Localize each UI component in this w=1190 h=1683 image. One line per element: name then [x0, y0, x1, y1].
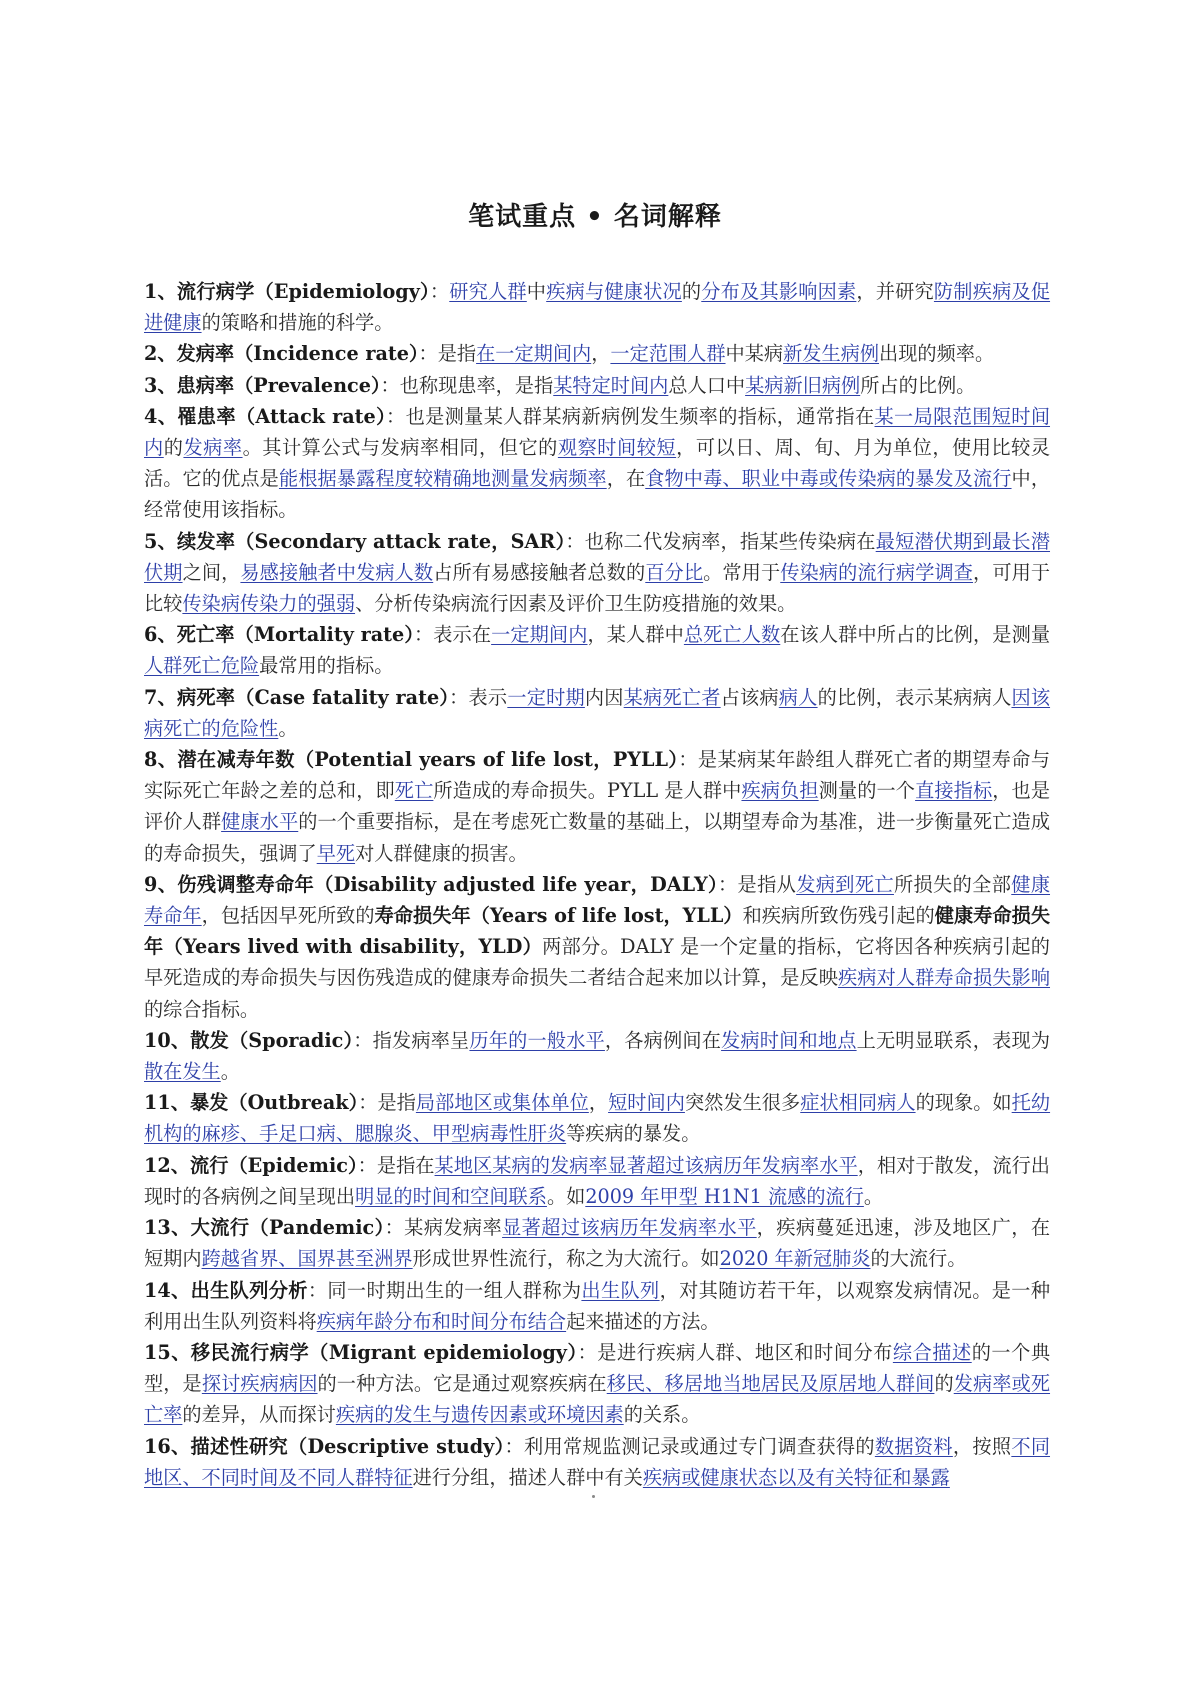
definition-text: ，可用于比较 [144, 560, 1051, 616]
definition-text: ，也是评价人群 [144, 779, 1051, 834]
highlighted-phrase: 食物中毒、职业中毒或传染病的暴发及流行 [645, 467, 1012, 491]
highlighted-phrase: 最短潜伏期到最长潜伏期 [144, 529, 1051, 584]
definition-text: 中，经常使用该指标。 [144, 467, 1051, 522]
highlighted-phrase: 症状相同病人 [800, 1091, 916, 1115]
highlighted-phrase: 在一定期间内 [476, 342, 592, 366]
definition-term: 12、流行（Epidemic） [144, 1153, 358, 1177]
definition-text: ：也称现患率，是指 [380, 373, 554, 397]
definition-text: 中 [526, 280, 547, 303]
highlighted-phrase: 明显的时间和空间联系 [355, 1184, 547, 1208]
definition-term: 13、大流行（Pandemic） [144, 1216, 385, 1240]
definition-text: 内因 [584, 685, 624, 709]
highlighted-phrase: 某地区某病的发病率显著超过该病历年发病率水平 [434, 1153, 858, 1177]
highlighted-phrase: 历年的一般水平 [469, 1028, 605, 1052]
definition-text: 占所有易感接触者总数的 [433, 560, 646, 584]
definition-text: ，可以日、周、旬、月为单位，使用比较灵活。它的优点是 [144, 436, 1051, 491]
highlighted-phrase: 直接指标 [915, 779, 993, 803]
definition-text: 在该人群中所占的比例，是测量 [780, 623, 1051, 647]
highlighted-phrase: 发病到死亡 [796, 872, 894, 896]
highlighted-phrase: 健康水平 [221, 810, 299, 834]
highlighted-phrase: 传染病传染力的强弱 [182, 592, 356, 616]
definition-text: 。如 [546, 1184, 586, 1208]
definition-entry [144, 1337, 1050, 1431]
definition-text: ：是指 [418, 342, 477, 366]
highlighted-phrase: 人群死亡危险 [144, 654, 260, 678]
definition-term: 4、罹患率（Attack rate） [144, 404, 387, 428]
highlighted-phrase: 出生队列 [581, 1278, 660, 1302]
definition-term: 2、发病率（Incidence rate） [144, 342, 419, 366]
definition-text: 所造成的寿命损失。PYLL 是人群中 [433, 779, 742, 803]
highlighted-phrase: 疾病负担 [741, 779, 819, 803]
highlighted-phrase: 疾病的发生与遗传因素或环境因素 [335, 1403, 624, 1427]
definition-text: 突然发生很多 [684, 1091, 801, 1115]
definition-text: ：是指 [358, 1091, 416, 1115]
definition-entry [144, 744, 1050, 869]
highlighted-phrase: 发病时间和地点 [721, 1028, 857, 1052]
definition-text: ：也称二代发病率，指某些传染病在 [565, 529, 876, 553]
highlighted-phrase: 病人 [778, 685, 818, 709]
definition-text: 出现的频率。 [879, 342, 995, 366]
definition-entry [144, 1275, 1050, 1337]
bold-phrase: 健康寿命损失年（Years lived with disability，YLD） [144, 904, 1051, 959]
definition-text: 和疾病所致伤残引起的 [742, 904, 935, 928]
definition-text: 之间， [182, 560, 241, 584]
definition-text: 的比例，表示某病病人 [817, 685, 1012, 709]
definition-term: 8、潜在减寿年数（Potential years of life lost，PYLL） [144, 748, 679, 772]
highlighted-phrase: 早死 [316, 841, 356, 865]
definition-text: ：也是测量某人群某病新病例发生频率的指标，通常指在 [386, 404, 875, 428]
highlighted-phrase: 综合描述 [892, 1340, 972, 1364]
highlighted-phrase: 短时间内 [608, 1091, 685, 1115]
definition-entry [144, 370, 1050, 401]
highlighted-phrase: 疾病或健康状态以及有关特征和暴露 [642, 1465, 950, 1489]
definition-text: 两部分。DALY 是一个定量的指标，它将因各种疾病引起的早死造成的寿命损失与因伤残造成的健康寿命损失二者结合起来加以计算，是反映 [144, 935, 1050, 990]
definition-entry [144, 682, 1050, 744]
definition-text: 的现象。如 [915, 1091, 1012, 1115]
definition-text: 形成世界性流行，称之为大流行。如 [412, 1247, 720, 1271]
highlighted-phrase: 防制疾病及促进健康 [144, 280, 1051, 335]
highlighted-phrase: 易感接触者中发病人数 [240, 560, 434, 584]
definition-text: ：同一时期出生的一组人群称为 [307, 1278, 582, 1302]
highlighted-phrase: 因该病死亡的危险性 [144, 685, 1051, 740]
definition-entry [144, 1087, 1050, 1149]
definition-term: 7、病死率（Case fatality rate） [144, 685, 450, 709]
highlighted-phrase: 一定范围人群 [610, 342, 726, 366]
definition-text: ，在 [606, 467, 646, 491]
highlighted-phrase: 某一局限范围短时间内 [144, 404, 1051, 460]
definition-text: 。 [863, 1184, 884, 1208]
definition-text: 的大流行。 [870, 1247, 967, 1271]
definition-entry [144, 338, 1050, 369]
definition-text: ，相对于散发，流行出现时的各病例之间呈现出 [144, 1153, 1050, 1208]
definition-entry [144, 1025, 1050, 1087]
page-title: 笔试重点 • 名词解释 [468, 202, 722, 232]
definition-entry [144, 526, 1050, 620]
highlighted-phrase: 发病率或死亡率 [144, 1372, 1051, 1427]
definition-text: ，包括因早死所致的 [201, 904, 375, 928]
definition-text: 。 [278, 716, 298, 740]
definition-text: 的一种方法。它是通过观察疾病在 [317, 1372, 607, 1396]
definition-text: ：是指在 [357, 1153, 435, 1177]
highlighted-phrase: 死亡 [394, 779, 434, 803]
highlighted-phrase: 某特定时间内 [553, 373, 669, 397]
definition-text: ：是指从 [717, 872, 797, 896]
definition-text: 所损失的全部 [893, 872, 1012, 896]
highlighted-phrase: 某病死亡者 [623, 685, 721, 709]
definition-entry [144, 401, 1050, 526]
definition-term: 15、移民流行病学（Migrant epidemiology） [144, 1340, 578, 1364]
highlighted-phrase: 健康寿命年 [144, 872, 1051, 928]
definition-text: 起来描述的方法。 [566, 1309, 720, 1333]
highlighted-phrase: 托幼机构的麻疹、手足口病、腮腺炎、甲型病毒性肝炎 [144, 1091, 1051, 1146]
highlighted-phrase: 总死亡人数 [683, 623, 781, 647]
definition-text: 占该病 [720, 685, 779, 709]
definition-text: 。其计算公式与发病率相同，但它的 [242, 436, 558, 460]
definition-entry [144, 869, 1050, 1025]
definition-text: 测量的一个 [818, 779, 916, 803]
definition-text: 的策略和措施的科学。 [201, 311, 394, 335]
definition-text: 的 [163, 436, 184, 460]
definition-text: 、分析传染病流行因素及评价卫生防疫措施的效果。 [355, 592, 797, 616]
definition-entry [144, 276, 1050, 338]
definition-term: 3、患病率（Prevalence） [144, 373, 381, 397]
highlighted-phrase: 不同地区、不同时间及不同人群特征 [144, 1434, 1051, 1489]
definition-text: ：是进行疾病人群、地区和时间分布 [577, 1340, 893, 1364]
definition-text: ：表示 [449, 685, 508, 709]
highlighted-phrase: 发病率 [183, 436, 243, 460]
definition-text: 的关系。 [623, 1403, 701, 1427]
definition-text: ： [429, 280, 450, 303]
highlighted-phrase: 数据资料 [874, 1434, 953, 1458]
definition-text: ：是某病某年龄组人群死亡者的期望寿命与实际死亡年龄之差的总和，即 [144, 748, 1051, 803]
definition-entry [144, 619, 1050, 681]
bold-phrase: 寿命损失年（Years of life lost，YLL） [374, 904, 743, 928]
definition-term: 9、伤残调整寿命年（Disability adjusted life year，DALY） [144, 872, 718, 896]
highlighted-phrase: 观察时间较短 [557, 436, 677, 460]
highlighted-phrase: 2009 年甲型 H1N1 流感的流行 [585, 1184, 864, 1208]
definition-term: 11、暴发（Outbreak） [144, 1091, 359, 1115]
definitions-list [144, 276, 1050, 1493]
definition-text: 。常用于 [703, 560, 781, 584]
highlighted-phrase: 百分比 [645, 560, 704, 584]
definition-text: ，疾病蔓延迅速，涉及地区广，在短期内 [144, 1216, 1051, 1271]
definition-entry [144, 1212, 1050, 1274]
definition-text: 中某病 [725, 342, 784, 366]
highlighted-phrase: 一定期间内 [491, 623, 588, 647]
definition-text: 的 [681, 280, 702, 303]
highlighted-phrase: 移民、移居地当地居民及原居地人群间 [606, 1372, 935, 1396]
definition-text: 的一个典型，是 [144, 1340, 1051, 1396]
highlighted-phrase: 传染病的流行病学调查 [780, 560, 974, 584]
definition-text: ：利用常规监测记录或通过专门调查获得的 [504, 1434, 875, 1458]
definition-text: 对人群健康的损害。 [355, 841, 528, 865]
highlighted-phrase: 2020 年新冠肺炎 [719, 1247, 871, 1271]
definition-text: ：指发病率呈 [353, 1028, 470, 1052]
highlighted-phrase: 一定时期 [507, 685, 585, 709]
definition-text: 所占的比例。 [860, 373, 976, 397]
definition-text: ，各病例间在 [604, 1028, 722, 1052]
definition-text: 的差异，从而探讨 [182, 1403, 336, 1427]
definition-text: ， [588, 1091, 609, 1115]
definition-term: 10、散发（Sporadic） [144, 1028, 354, 1052]
highlighted-phrase: 疾病对人群寿命损失影响 [838, 966, 1051, 990]
definition-text: 的综合指标。 [144, 997, 260, 1021]
highlighted-phrase: 探讨疾病病因 [201, 1372, 318, 1396]
definition-text: 上无明显联系，表现为 [856, 1028, 1051, 1052]
highlighted-phrase: 局部地区或集体单位 [415, 1091, 589, 1115]
definition-text: 总人口中 [668, 373, 746, 397]
definition-text: ：某病发病率 [384, 1216, 503, 1240]
definition-text: 的一个重要指标，是在考虑死亡数量的基础上，以期望寿命为基准，进一步衡量死亡造成的寿命损失，强调了 [144, 810, 1051, 865]
definition-text: 的 [934, 1372, 954, 1396]
definition-term: 14、出生队列分析 [144, 1278, 308, 1302]
definition-text: ， [591, 342, 611, 366]
definition-term: 16、描述性研究（Descriptive study） [144, 1434, 505, 1458]
highlighted-phrase: 跨越省界、国界甚至洲界 [201, 1247, 413, 1271]
definition-text: 最常用的指标。 [259, 654, 394, 678]
definition-entry [144, 1150, 1050, 1212]
definition-text: ，对其随访若干年，以观察发病情况。是一种利用出生队列资料将 [144, 1278, 1051, 1333]
highlighted-phrase: 研究人群 [449, 280, 527, 303]
definition-entry [144, 1431, 1050, 1493]
highlighted-phrase: 某病新旧病例 [745, 373, 861, 397]
highlighted-phrase: 能根据暴露程度较精确地测量发病频率 [278, 467, 607, 491]
definition-term: 6、死亡率（Mortality rate） [144, 623, 414, 647]
highlighted-phrase: 分布及其影响因素 [701, 280, 857, 303]
highlighted-phrase: 疾病年龄分布和时间分布结合 [316, 1309, 567, 1333]
highlighted-phrase: 显著超过该病历年发病率水平 [502, 1216, 757, 1240]
definition-term: 5、续发率（Secondary attack rate，SAR） [144, 529, 566, 553]
definition-term: 1、流行病学（Epidemiology） [144, 280, 430, 303]
definition-text: ，并研究 [856, 280, 934, 303]
definition-text: 。 [220, 1060, 240, 1084]
definition-text: 进行分组，描述人群中有关 [412, 1465, 643, 1489]
scan-dot [592, 1495, 595, 1498]
definition-text: ，按照 [952, 1434, 1012, 1458]
definition-text: ，某人群中 [587, 623, 684, 647]
highlighted-phrase: 新发生病例 [783, 342, 880, 366]
highlighted-phrase: 散在发生 [144, 1060, 221, 1084]
highlighted-phrase: 疾病与健康状况 [546, 280, 682, 303]
definition-text: ：表示在 [414, 623, 492, 647]
definition-text: 等疾病的暴发。 [566, 1122, 701, 1146]
